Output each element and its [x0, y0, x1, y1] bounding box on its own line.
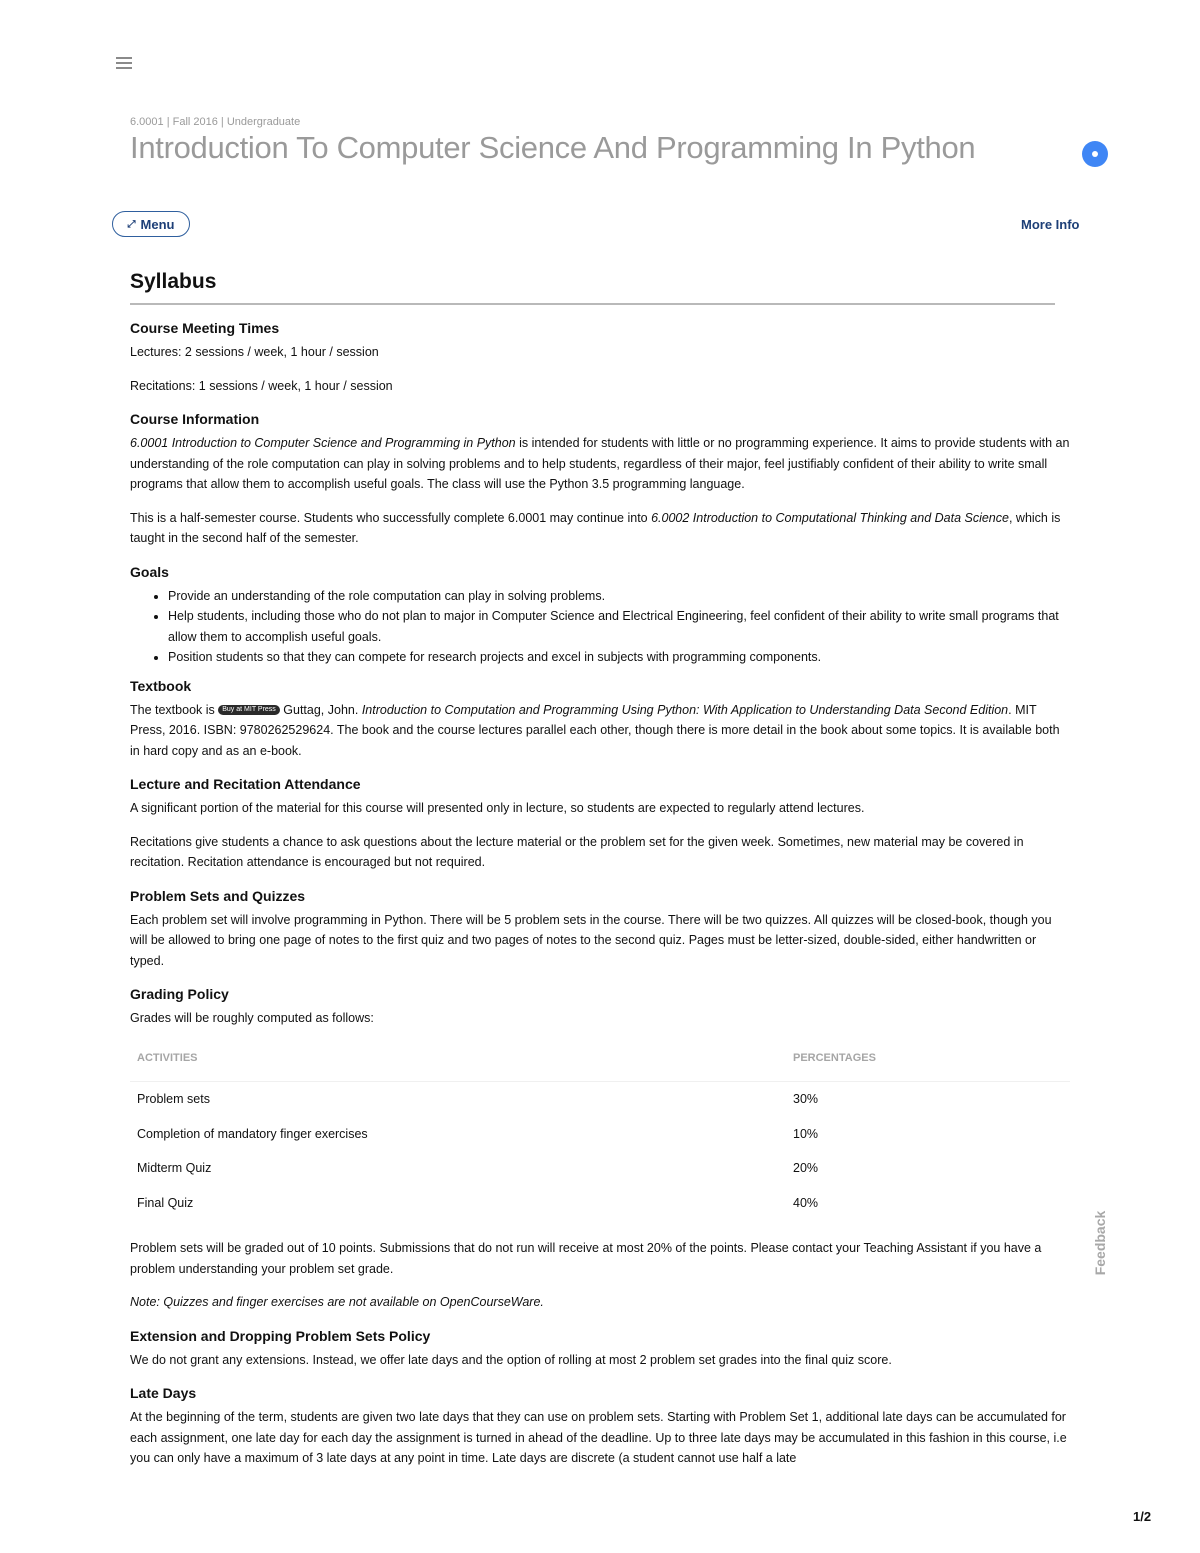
goals-heading: Goals [130, 563, 169, 580]
floating-action-icon[interactable] [1082, 141, 1108, 167]
breadcrumb: 6.0001 | Fall 2016 | Undergraduate [130, 116, 301, 128]
list-item: • Help students, including those who do not plan to major in Computer Science and Electrical Engineering, feel confident of their ability to write small programs that allow them to accomplish useful goals. [168, 606, 1070, 647]
extension-paragraph: We do not grant any extensions. Instead, we offer late days and the option of rolling at most 2 problem set grades into the final quiz score. [130, 1352, 892, 1367]
menu-button-label: Menu [140, 216, 175, 232]
textbook-author: Guttag, John. [279, 702, 362, 717]
grading-table [130, 1043, 1070, 1221]
lectures-text: Lectures: 2 sessions / week, 1 hour / session [130, 345, 379, 359]
column-header-activities: ACTIVITIES [130, 1043, 786, 1082]
late-days-heading: Late Days [130, 1385, 197, 1401]
menu-button[interactable] [112, 211, 190, 237]
follow-on-course-emphasis: 6.0002 Introduction to Computational Thinking and Data Science [651, 510, 1009, 525]
table-row [130, 1082, 1070, 1117]
column-header-percentages: PERCENTAGES [786, 1043, 1070, 1082]
problem-sets-paragraph: Each problem set will involve programming in Python. There will be 5 problem sets in the course. There will be two quizzes. All quizzes will be closed-book, though you will be allowed to bring one page of notes to the first quiz and two pages of notes to the second quiz. Pages must be letter-sized, double-sided, either handwritten or typed. [130, 912, 1052, 968]
page-title: Syllabus [130, 270, 217, 293]
course-information-paragraph-2 [130, 508, 1070, 549]
grading-intro: Grades will be roughly computed as follows: [130, 1011, 374, 1025]
half-semester-text: This is a half-semester course. Students who successfully complete 6.0001 may continue into [130, 510, 652, 525]
extension-heading: Extension and Dropping Problem Sets Policy [130, 1327, 431, 1344]
course-name-emphasis: 6.0001 Introduction to Computer Science and Programming in Python [130, 436, 516, 450]
table-row [130, 1186, 1070, 1221]
grading-after-text: Problem sets will be graded out of 10 points. Submissions that do not run will receive at most 20% of the points. Please contact your Teaching Assistant if you have a problem understanding your problem set grade. [130, 1241, 1042, 1276]
hamburger-menu-icon[interactable] [116, 57, 132, 69]
course-information-heading: Course Information [130, 411, 260, 427]
feedback-tab[interactable] [1092, 1210, 1108, 1276]
heading-divider [130, 303, 1055, 305]
percentage-cell: 40% [793, 1195, 819, 1210]
course-information-text: is intended for students with little or no programming experience. It aims to provide students with an understanding of the role computation can play in solving problems and to help students, regardless of their major, feel justifiably confident of their ability to write small programs that allow them to accomplish useful goals. The class will use the Python 3.5 programming language. [130, 436, 1070, 491]
activity-cell: Completion of mandatory finger exercises [137, 1126, 368, 1141]
attendance-heading: Lecture and Recitation Attendance [130, 776, 361, 792]
percentage-cell: 10% [793, 1126, 819, 1141]
grading-policy-heading: Grading Policy [130, 986, 229, 1002]
textbook-details: . MIT Press, 2016. ISBN: 9780262529624. The book and the course lectures parallel each other, though there is more detail in the book about some topics. It is available both in hard copy and as an e-book. [130, 702, 1060, 758]
course-information-paragraph-1 [130, 433, 1070, 495]
more-info-link[interactable]: More Info [1021, 217, 1080, 232]
textbook-intro: The textbook is [130, 702, 219, 717]
percentage-cell: 30% [793, 1092, 819, 1106]
grading-note-emphasis: Note: Quizzes and finger exercises are not available on OpenCourseWare. [130, 1295, 544, 1309]
feedback-label: Feedback [1092, 1210, 1108, 1276]
attendance-paragraph-2: Recitations give students a chance to ask questions about the lecture material or the problem set for the given week. Sometimes, new material may be covered in recitation. Recitation attendance is encouraged but not required. [130, 834, 1024, 869]
half-semester-text-end: , which is taught in the second half of the semester. [130, 510, 1061, 545]
percentage-cell: 20% [793, 1161, 819, 1175]
textbook-title: Introduction to Computation and Programming Using Python: With Application to Understanding Data Second Edition [361, 702, 1009, 717]
goals-list [130, 586, 1070, 668]
expand-icon: ⤢ [127, 218, 136, 230]
activity-cell: Midterm Quiz [137, 1161, 212, 1175]
meeting-times-heading: Course Meeting Times [130, 320, 280, 336]
course-title: Introduction To Computer Science And Programming In Python [130, 130, 976, 165]
activity-cell: Final Quiz [137, 1195, 194, 1210]
attendance-paragraph-1: A significant portion of the material for this course will presented only in lecture, so students are expected to regularly attend lectures. [130, 801, 865, 815]
list-item: • Provide an understanding of the role computation can play in solving problems. [168, 586, 1070, 607]
late-days-paragraph: At the beginning of the term, students are given two late days that they can use on problem sets. Starting with Problem Set 1, additional late days can be accumulated for each assignment, one late day for each day the assignment is turned in ahead of the deadline. Up to three late days may be accumulated in this fashion in this course, i.e you can only have a maximum of 3 late days at any point in time. Late days are discrete (a student cannot use half a late [130, 1410, 1067, 1465]
table-row [130, 1151, 1070, 1186]
table-row [130, 1117, 1070, 1152]
textbook-heading: Textbook [130, 677, 192, 694]
syllabus-content [130, 318, 1070, 1482]
list-item: • Position students so that they can compete for research projects and excel in subjects with programming components. [168, 647, 1070, 668]
page-number: 1/2 [1133, 1509, 1152, 1524]
grading-note [130, 1292, 1070, 1313]
buy-at-mit-press-button[interactable]: Buy at MIT Press [218, 705, 280, 715]
recitations-text: Recitations: 1 sessions / week, 1 hour / session [130, 378, 393, 393]
textbook-paragraph [130, 700, 1070, 762]
activity-cell: Problem sets [137, 1092, 210, 1106]
problem-sets-heading: Problem Sets and Quizzes [130, 887, 306, 904]
